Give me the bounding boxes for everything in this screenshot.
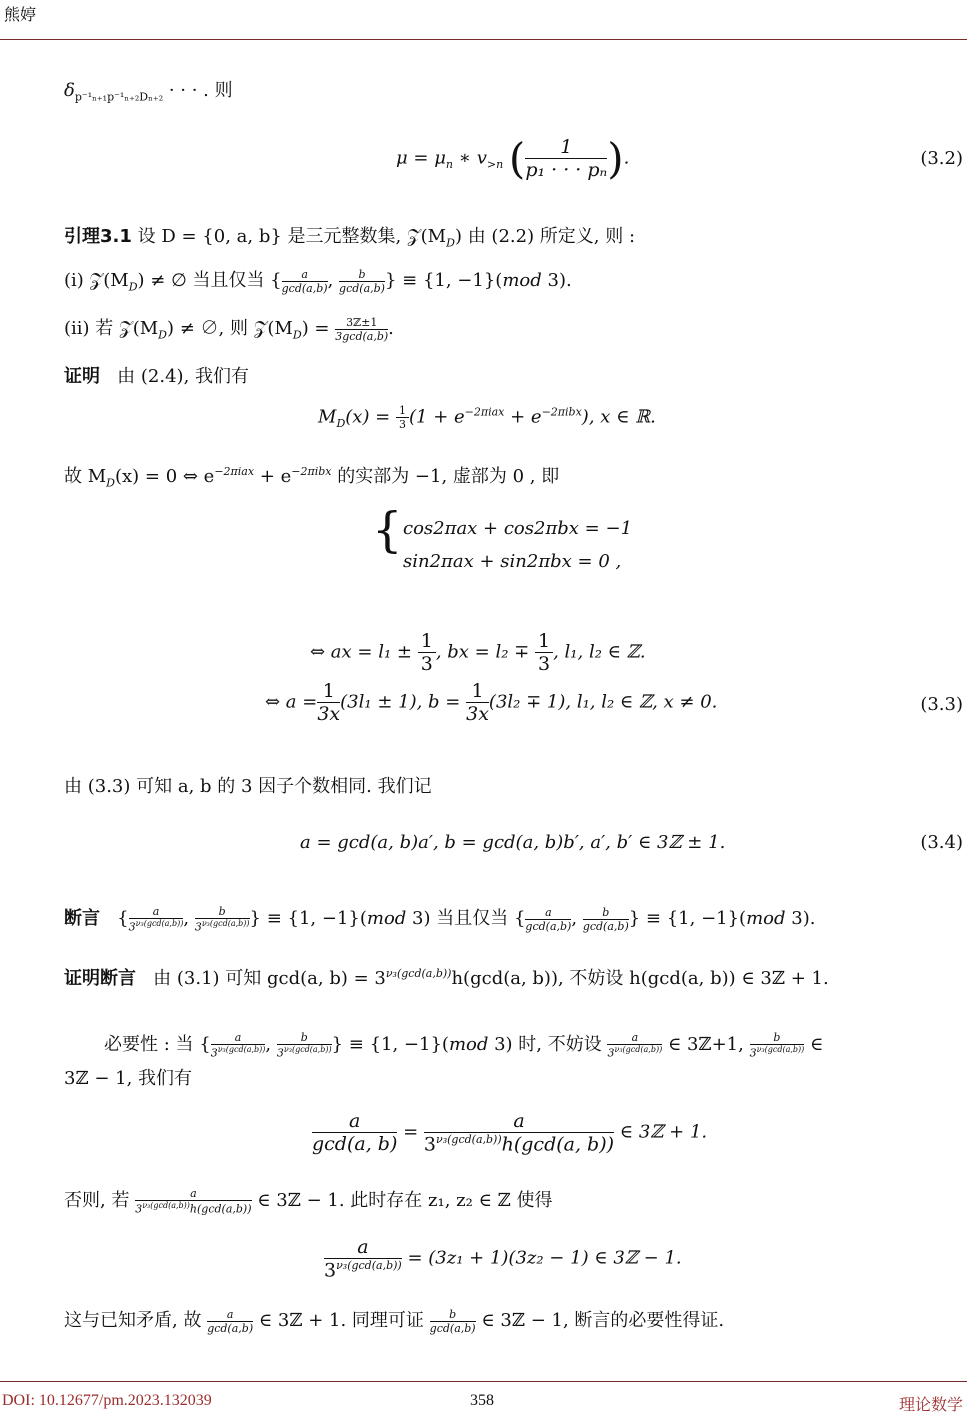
md-d: + e (504, 406, 542, 428)
lemma-text-2: ) 由 (2.2) 所定义, 则 : (454, 226, 636, 247)
claim-brace1: { (117, 908, 129, 929)
nec-frac2 (277, 1031, 332, 1060)
final-c: ∈ 3ℤ − 1, 断言的必要性得证. (481, 1310, 725, 1331)
item2-sub-d1: D (158, 328, 167, 342)
iff1-frac1-den: 3 (420, 653, 433, 675)
eqz-tail: = (3z₁ + 1)(3z₂ − 1) ∈ 3ℤ − 1. (407, 1247, 682, 1269)
gu-d: 的实部为 −1, 虚部为 0 , 即 (331, 466, 560, 487)
md-frac-num: 1 (396, 404, 409, 418)
final-frac2-den: gcd(a,b) (429, 1321, 476, 1335)
item1-frac-a (282, 268, 328, 295)
nec-b: 3) 时, 不妨设 (488, 1034, 602, 1055)
claim-end: 3). (785, 908, 816, 929)
md-c: (1 + e (409, 406, 465, 428)
md-exp2: −2πibx (541, 405, 582, 419)
iff1-frac2-num: 1 (535, 630, 553, 653)
equation-iff-1 (310, 630, 646, 675)
iff2-frac1-num: 1 (317, 680, 340, 703)
proof-claim-text: 由 (3.1) 可知 gcd(a, b) = 3 (153, 968, 386, 989)
text-final (64, 1306, 724, 1335)
eqnec-tail: ∈ 3ℤ + 1. (619, 1121, 708, 1143)
footer-page-number: 358 (470, 1392, 494, 1409)
nec-frac3 (607, 1031, 662, 1060)
item1-frac-b-num: b (339, 268, 385, 282)
eq32-sub-n: n (445, 158, 454, 172)
claim-frac2 (195, 905, 250, 934)
item2-frac-num: 3ℤ±1 (335, 316, 388, 330)
nec-frac3-den-sup: ν₃(gcd(a,b)) (614, 1044, 663, 1054)
nec-frac4-num: b (750, 1031, 805, 1045)
eqnec-frac1-den: gcd(a, b) (312, 1133, 398, 1156)
claim (64, 904, 815, 933)
iff2-frac1-den: 3x (317, 703, 341, 725)
text-line-delta (64, 76, 233, 104)
final-a: 这与已知矛盾, 故 (64, 1310, 202, 1331)
claim-frac2-den-sup: ν₃(gcd(a,b)) (201, 918, 250, 928)
md-frac-den: 3 (399, 418, 406, 431)
claim-comma2: , (571, 908, 578, 929)
iff1-frac1 (418, 630, 436, 675)
eqnec-frac1-num: a (312, 1110, 397, 1133)
system-line-2: sin2πax + sin2πbx = 0 , (403, 551, 622, 572)
equation-label-3-3: (3.3) (920, 694, 963, 715)
item1-e: 3). (541, 270, 572, 291)
eqz-frac-den-base: 3 (324, 1259, 337, 1282)
system-line-1: cos2πax + cos2πbx = −1 (403, 518, 633, 539)
nec-d: ∈ (810, 1034, 824, 1055)
running-head-author: 熊婷 (4, 5, 37, 24)
claim-mod2: mod (746, 908, 786, 929)
equation-3-2 (396, 134, 629, 183)
eq32-paren-close: ) (607, 134, 624, 183)
md-b: (x) = (345, 406, 391, 428)
claim-mod1: mod (366, 908, 407, 929)
header-rule (0, 39, 967, 40)
eq32-mid: ∗ v (453, 147, 487, 169)
else-frac-den-base: 3 (135, 1202, 143, 1216)
text-else (64, 1186, 553, 1215)
item1-frac-a-den: gcd(a,b) (281, 281, 328, 295)
nec-frac2-den-sup: ν₃(gcd(a,b)) (283, 1044, 332, 1054)
necessity-line-1 (104, 1030, 823, 1059)
lemma-text: 设 D = {0, a, b} 是三元整数集, 𝒵(M (137, 226, 447, 247)
claim-frac1-den-base: 3 (128, 920, 136, 934)
gu-b: (x) = 0 ⇔ e (114, 466, 215, 487)
claim-frac4-den: gcd(a,b) (582, 919, 629, 933)
proof-text: 由 (2.4), 我们有 (117, 366, 250, 387)
claim-title: 断言 (64, 908, 100, 929)
gu-exp1: −2πiax (214, 465, 255, 478)
else-frac-den-sup: ν₃(gcd(a,b)) (142, 1200, 190, 1210)
eqnec-frac1 (312, 1110, 397, 1155)
eqnec-equals: = (397, 1121, 419, 1143)
eqz-frac-num: a (324, 1236, 402, 1259)
final-b: ∈ 3ℤ + 1. 同理可证 (258, 1310, 424, 1331)
eqnec-frac2-den-h: h(gcd(a, b)) (501, 1133, 615, 1156)
item1-sub-d: D (128, 280, 138, 294)
final-frac2 (430, 1308, 476, 1335)
claim-mid: } ≡ {1, −1}( (249, 908, 367, 929)
item1-frac-a-num: a (282, 268, 328, 282)
claim-c: } ≡ {1, −1}( (628, 908, 747, 929)
nec-frac1 (211, 1031, 266, 1060)
final-frac1-num: a (207, 1308, 253, 1322)
eqnec-frac2-den-sup: ν₃(gcd(a,b)) (436, 1133, 502, 1146)
else-b: ∈ 3ℤ − 1. 此时存在 z₁, z₂ ∈ ℤ 使得 (257, 1190, 553, 1211)
equation-label-3-4: (3.4) (920, 832, 963, 853)
nec-frac4-den-sup: ν₃(gcd(a,b)) (756, 1044, 805, 1054)
eq32-num: 1 (525, 136, 607, 159)
nec-comma1: , (265, 1034, 272, 1055)
eq32-sub-gtn: >n (486, 158, 504, 172)
gu-sub-d: D (106, 476, 115, 490)
item1-c: } ≡ {1, −1}( (384, 270, 503, 291)
else-frac-den-h: h(gcd(a,b)) (189, 1202, 252, 1216)
lemma-3-1 (64, 222, 635, 250)
iff1-frac2 (535, 630, 553, 675)
nec-frac2-num: b (277, 1031, 332, 1045)
md-exp1: −2πiax (464, 405, 505, 419)
nec-frac3-den-base: 3 (607, 1046, 615, 1060)
equation-iff-2 (265, 680, 717, 725)
item2-b: ) ≠ ∅, 则 𝒵(M (166, 318, 293, 339)
item2-sub-d2: D (292, 328, 302, 342)
iff2-a: ⇔ a = (265, 691, 318, 713)
claim-frac1-den-sup: ν₃(gcd(a,b)) (135, 918, 184, 928)
iff2-frac1 (317, 680, 340, 725)
item1-b: ) ≠ ∅ 当且仅当 { (137, 270, 282, 291)
eqnec-frac2-num: a (424, 1110, 614, 1133)
claim-frac3-den: gcd(a,b) (525, 919, 572, 933)
delta-symbol: δ (64, 80, 75, 101)
eq32-period: . (623, 147, 630, 169)
claim-comma1: , (183, 908, 190, 929)
item2-a: (ii) 若 𝒵(M (64, 318, 159, 339)
nec-frac4-den-base: 3 (749, 1046, 757, 1060)
equation-label-3-2: (3.2) (920, 148, 963, 169)
md-e: ), x ∈ ℝ. (581, 406, 656, 428)
claim-frac1 (129, 905, 184, 934)
iff2-b: (3l₁ ± 1), b = (340, 691, 461, 713)
eqnec-frac2-den-base: 3 (423, 1133, 437, 1156)
final-frac2-num: b (430, 1308, 476, 1322)
nec-frac4 (750, 1031, 805, 1060)
nec-frac1-den-base: 3 (210, 1046, 218, 1060)
lemma-title: 引理3.1 (64, 226, 132, 247)
proof-claim-title: 证明断言 (64, 968, 136, 989)
claim-mid2: 3) 当且仅当 { (406, 908, 526, 929)
item2-period: . (388, 318, 394, 339)
proof-claim (64, 964, 829, 990)
item2-frac (335, 316, 388, 343)
claim-frac2-den-base: 3 (194, 920, 202, 934)
iff2-frac2-num: 1 (466, 680, 489, 703)
item2-c: ) = (301, 318, 330, 339)
iff1-c: , l₁, l₂ ∈ ℤ. (553, 641, 646, 663)
nec-frac1-num: a (211, 1031, 266, 1045)
item1-frac-b (339, 268, 385, 295)
eqz-frac (324, 1236, 402, 1281)
md-frac (396, 404, 409, 431)
iff2-frac2 (466, 680, 489, 725)
gu-a: 故 M (64, 466, 107, 487)
nec-mod: mod (448, 1034, 489, 1055)
footer-doi-link[interactable]: DOI: 10.12677/pm.2023.132039 (2, 1392, 212, 1409)
else-a: 否则, 若 (64, 1190, 130, 1211)
else-frac-num: a (135, 1187, 251, 1201)
eq32-paren-open: ( (508, 134, 526, 183)
claim-frac2-num: b (195, 905, 250, 919)
eqz-frac-den-sup: ν₃(gcd(a,b)) (336, 1259, 402, 1272)
iff2-c: (3l₂ ∓ 1), l₁, l₂ ∈ ℤ, x ≠ 0. (488, 691, 718, 713)
system-brace: { (372, 502, 403, 558)
equation-necessity (312, 1110, 707, 1155)
nec-frac3-num: a (607, 1031, 662, 1045)
final-frac1-den: gcd(a,b) (207, 1321, 254, 1335)
nec-frac2-den-base: 3 (276, 1046, 284, 1060)
nec-frac1-den-sup: ν₃(gcd(a,b)) (217, 1044, 266, 1054)
final-frac1 (207, 1308, 253, 1335)
item1-mod: mod (502, 270, 542, 291)
gu-exp2: −2πibx (291, 465, 332, 478)
iff2-frac2-den: 3x (466, 703, 489, 725)
proof-claim-text2: h(gcd(a, b)), 不妨设 h(gcd(a, b)) ∈ 3ℤ + 1. (451, 968, 829, 989)
eq32-lhs: μ = μ (396, 147, 446, 169)
lemma-sub-d: D (446, 236, 455, 250)
necessity-line-2: 3ℤ − 1, 我们有 (64, 1068, 193, 1089)
text-para-33: 由 (3.3) 可知 a, b 的 3 因子个数相同. 我们记 (64, 776, 432, 797)
claim-frac3-num: a (525, 906, 571, 920)
else-frac (135, 1187, 251, 1216)
iff1-frac1-num: 1 (418, 630, 436, 653)
proof-title: 证明 (64, 366, 100, 387)
iff1-frac2-den: 3 (537, 653, 551, 675)
item1-a: (i) 𝒵(M (64, 270, 129, 291)
iff1-b: , bx = l₂ ∓ (435, 641, 530, 663)
item1-comma: , (327, 270, 334, 291)
equation-z (324, 1236, 682, 1281)
proof-claim-sup: ν₃(gcd(a,b)) (385, 967, 452, 980)
gu-c: + e (254, 466, 292, 487)
lemma-item-2 (64, 314, 394, 343)
item1-frac-b-den: gcd(a,b) (339, 281, 385, 295)
proof-intro (64, 362, 249, 388)
claim-frac4 (583, 906, 629, 933)
eq32-den: p₁ · · · pₙ (525, 159, 608, 181)
item2-frac-den: 3gcd(a,b) (335, 329, 389, 343)
eqnec-frac2 (424, 1110, 614, 1155)
nec-mid: } ≡ {1, −1}( (331, 1034, 449, 1055)
lemma-item-1 (64, 266, 572, 295)
claim-frac1-num: a (129, 905, 184, 919)
eq32-frac (525, 136, 607, 181)
claim-frac3 (525, 906, 571, 933)
line1-tail: · · · . 则 (168, 80, 233, 101)
claim-frac4-num: b (583, 906, 629, 920)
equation-md (318, 404, 656, 431)
nec-c: ∈ 3ℤ+1, (667, 1034, 744, 1055)
text-gu (64, 462, 559, 490)
iff1-a: ⇔ ax = l₁ ± (310, 641, 412, 663)
nec-a: 必要性 : 当 { (104, 1034, 211, 1055)
equation-3-4: a = gcd(a, b)a′, b = gcd(a, b)b′, a′, b′ ∈ 3ℤ ± 1. (300, 832, 726, 853)
footer-journal-name: 理论数学 (898, 1397, 963, 1414)
delta-subscript: p⁻¹ₙ₊₁p⁻¹ₙ₊₂Dₙ₊₂ (74, 90, 164, 104)
md-a: M (318, 406, 337, 428)
footer-rule (0, 1381, 967, 1382)
md-sub-d: D (336, 417, 346, 431)
